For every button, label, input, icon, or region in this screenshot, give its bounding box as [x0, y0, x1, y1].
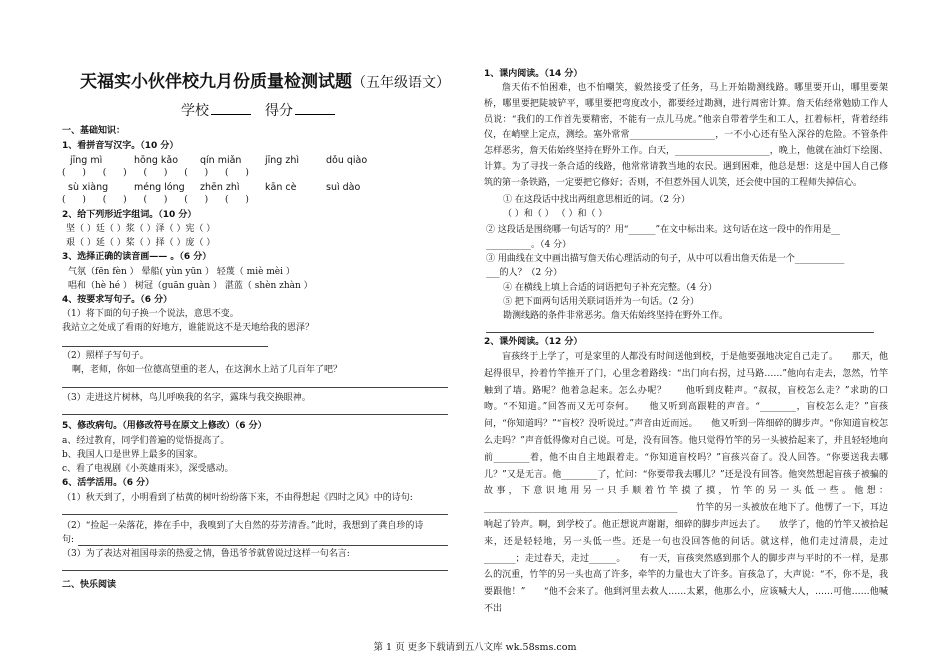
pinyin-7: méng lóng	[134, 182, 185, 193]
reading-2-heading: 2、课外阅读。（12 分）	[484, 337, 583, 347]
q5-c[interactable]: c、看了电视剧《小英雄雨来》，深受感动。	[62, 464, 234, 474]
answer-line-q4-1[interactable]	[62, 346, 268, 347]
title-subtitle: （五年级语文）	[352, 75, 450, 91]
reading-1-q2-line-2: __________。（4 分）	[486, 240, 572, 250]
reading-1-q4: ④ 在横线上填上合适的词语把句子补充完整。（4 分）	[503, 283, 717, 293]
q6-1: （1）秋天到了，小明看到了枯黄的树叶纷纷落下来，不由得想起《四时之风》中的诗句:	[62, 493, 413, 503]
q6-2-line-2: 句:	[62, 535, 75, 545]
pinyin-4: jīng zhì	[265, 155, 299, 166]
school-label: 学校	[181, 103, 209, 119]
q6-3: （3）为了表达对祖国母亲的热爱之情，鲁迅爷爷就曾说过这样一句名言:	[62, 549, 350, 559]
answer-line-q6-1[interactable]	[62, 514, 448, 515]
page-footer: 第 1 页 更多下载请到五八文库 wk.58sms.com	[373, 642, 577, 653]
reading-1-passage: 詹天佑不怕困难，也不怕嘲笑，毅然接受了任务，马上开始勘测线路。哪里要开山，哪里要架桥，哪里要把陡坡铲平，哪里要把弯度改小，都要经过勘测，进行周密计算。詹天佑经常勉励工作人员说：“我们的工作首先要精密，不能有一点儿马虎。”他亲自带着学生和工人，扛着标杆，背着经纬仪，在峭壁上定点，测绘。塞外常常___________________，一不小心还有坠入深谷的危险。不管条件怎样恶劣，詹天佑始终坚持在野外工作。白天，_____________________，晚上，他就在油灯下绘图、计算。为了寻找一条合适的线路，他常常请教当地的农民。遇到困难，他总是想：这是中国人自己修筑的第一条铁路，一定要把它修好；否则，不但惹外国人讥笑，还会使中国的工程师失掉信心。	[484, 83, 888, 188]
pinyin-1: jīng mì	[70, 155, 103, 166]
score-label: 得分	[265, 103, 293, 119]
pinyin-8: zhēn zhì	[200, 182, 240, 193]
q4-heading: 4、按要求写句子。（6 分）	[62, 295, 173, 305]
q3-row-1[interactable]: 气氛（fēn fèn ） 晕船( yùn yūn ） 轻蔑（ miè mèi ）	[68, 267, 295, 277]
q5-b[interactable]: b、我国人口是世界上最多的国家。	[62, 450, 203, 460]
q4-1-instruction: （1）将下面的句子换一个说法，意思不变。	[62, 309, 239, 319]
reading-1-q3-line-1: ③ 用曲线在文中画出描写詹天佑心理活动的句子，从中可以看出詹天佑是一个___________	[486, 254, 845, 264]
answer-line-q6-2[interactable]	[78, 545, 448, 546]
reading-1-q5-sentences: 勘测线路的条件非常恶劣。詹天佑始终坚持在野外工作。	[503, 311, 729, 321]
school-blank[interactable]	[211, 102, 251, 115]
q4-2-sentence: 啊，老师，你如一位德高望重的老人，在这涧水上站了几百年了吧？	[72, 365, 343, 375]
exam-title	[62, 67, 468, 92]
q3-heading: 3、选择正确的读音画—— 。（6 分）	[62, 252, 212, 262]
pinyin-10: suì dào	[326, 182, 361, 193]
q2-heading: 2、给下列形近字组词。（10 分）	[62, 210, 197, 220]
q2-row-2[interactable]: 艰（ ）延（ ）桨（ ）择（ ）庞（ ）	[66, 238, 216, 248]
title-main: 天福实小伙伴校九月份质量检测试题	[80, 72, 352, 92]
q6-2-line-1: （2）“捡起一朵落花，捧在手中，我嗅到了大自然的芬芳清香。”此时，我想到了龚自珍的诗	[62, 521, 424, 531]
answer-line-q4-3[interactable]	[62, 414, 448, 415]
pinyin-5: dǒu qiào	[326, 155, 368, 166]
q5-a[interactable]: a、经过教育，同学们普遍的觉悟提高了。	[62, 436, 230, 446]
reading-1-q2-line-1: ② 这段话是围绕哪一句话写的？用“______”在文中标出来。这句话在这一段中的作用是__	[486, 225, 841, 235]
pinyin-6: sù xiàng	[68, 182, 109, 193]
q1-heading: 1、看拼音写汉字。（10 分）	[62, 141, 179, 151]
reading-1-q1: ① 在这段话中找出两组意思相近的词。（2 分）	[503, 195, 690, 205]
pinyin-9: kān cè	[265, 182, 297, 193]
reading-1-q3-line-2: ___的人？（2 分）	[486, 268, 563, 278]
reading-2-passage: 盲孩终于上学了，可是家里的人都没有时间送他到校，于是他要强地决定自己走了。 那天，他起得很早，拎着竹竿推开了门，心里念着路线：“出门向右拐，过马路……”他向右走去，忽然，竹竿触到了墙。路呢？他着急起来。怎么办呢？ 他听到皮鞋声。“叔叔，盲校怎么走？”求助的口吻。“不知道。”回答而又无可奈何。 他又听到高跟鞋的声音。“________，盲校怎么走？”盲孩问，“你知道吗？”“盲校？没听说过。”声音由近而远。 他又听到一阵细碎的脚步声。“你知道盲校怎么走吗？”声音低得像对自己说。可是，没有回答。他只觉得竹竿的另一头被拾起来了，并且轻轻地向前________着，他不由自主地跟着走。“你知道盲校吗？”盲孩兴奋了。没人回答。“你要送我去哪儿？”又是无言。他________了，忙问：“你要带我去哪儿？”还是没有回答。他突然想起盲孩子被骗的故事，下意识地用另一只手顺着竹竿摸了摸，竹竿的另一头低一些。他想：___________________________________________ 竹竿的另一头被放在地下了。他愣了一下，耳边响起了铃声。啊，到学校了。他正想说声谢谢，细碎的脚步声远去了。 放学了，他的竹竿又被拾起来，还是轻轻地，另一头低一些。还是一句也没回答他的问话。就这样，他们走过清晨，走过_______；走过春天，走过______。 有一天，盲孩突然感到那个人的脚步声与平时的不一样，是那么的沉重，竹竿的另一头也高了许多，牵竿的力量也大了许多。盲孩急了，大声说：“不，你不是，我要跟他！” “他不会来了。他到河里去救人……太累，他那么小，应该喊大人，……可他……他喊不出	[484, 352, 888, 614]
q2-row-1[interactable]: 坚（ ）廷（ ）浆（ ）泽（ ）宪（ ）	[66, 224, 216, 234]
q3-row-2[interactable]: 唱和（hè hé ） 树冠（guān guàn ） 湛蓝（ shèn zhàn ）	[68, 281, 313, 291]
section-basic: 一、基础知识：	[62, 126, 126, 136]
reading-1-heading: 1、课内阅读。（14 分）	[484, 69, 583, 79]
reading-1-q1-answer[interactable]: （ ）和（ ） （ ）和（ ）	[503, 209, 608, 219]
answer-line-reading-1-q5[interactable]	[486, 332, 874, 333]
answer-boxes-row-2[interactable]: ( ) ( ) ( ) ( ) ( )	[62, 195, 249, 205]
score-blank[interactable]	[295, 102, 335, 115]
answer-line-q4-2[interactable]	[62, 387, 448, 388]
school-score-line	[62, 100, 468, 120]
q5-heading: 5、修改病句。（用修改符号在原文上修改）（6 分）	[62, 421, 267, 431]
q6-heading: 6、活学活用。（6 分）	[62, 478, 155, 488]
pinyin-2: hōng kǎo	[134, 155, 179, 166]
q4-3-instruction: （3）走进这片树林，鸟儿呼唤我的名字，露珠与我交换眼神。	[62, 393, 311, 403]
q4-2-instruction: （2）照样子写句子。	[62, 351, 149, 361]
answer-line-q6-3[interactable]	[62, 570, 448, 571]
q4-1-sentence: 我站立之处成了看雨的好地方，谁能说这不是天地给我的恩泽？	[62, 323, 315, 333]
answer-boxes-row-1[interactable]: ( ) ( ) ( ) ( ) ( )	[62, 168, 249, 178]
section-reading: 二、快乐阅读	[62, 580, 117, 590]
pinyin-3: qín miǎn	[200, 155, 242, 166]
reading-1-q5: ⑤ 把下面两句话用关联词语并为一句话。（2 分）	[503, 297, 699, 307]
